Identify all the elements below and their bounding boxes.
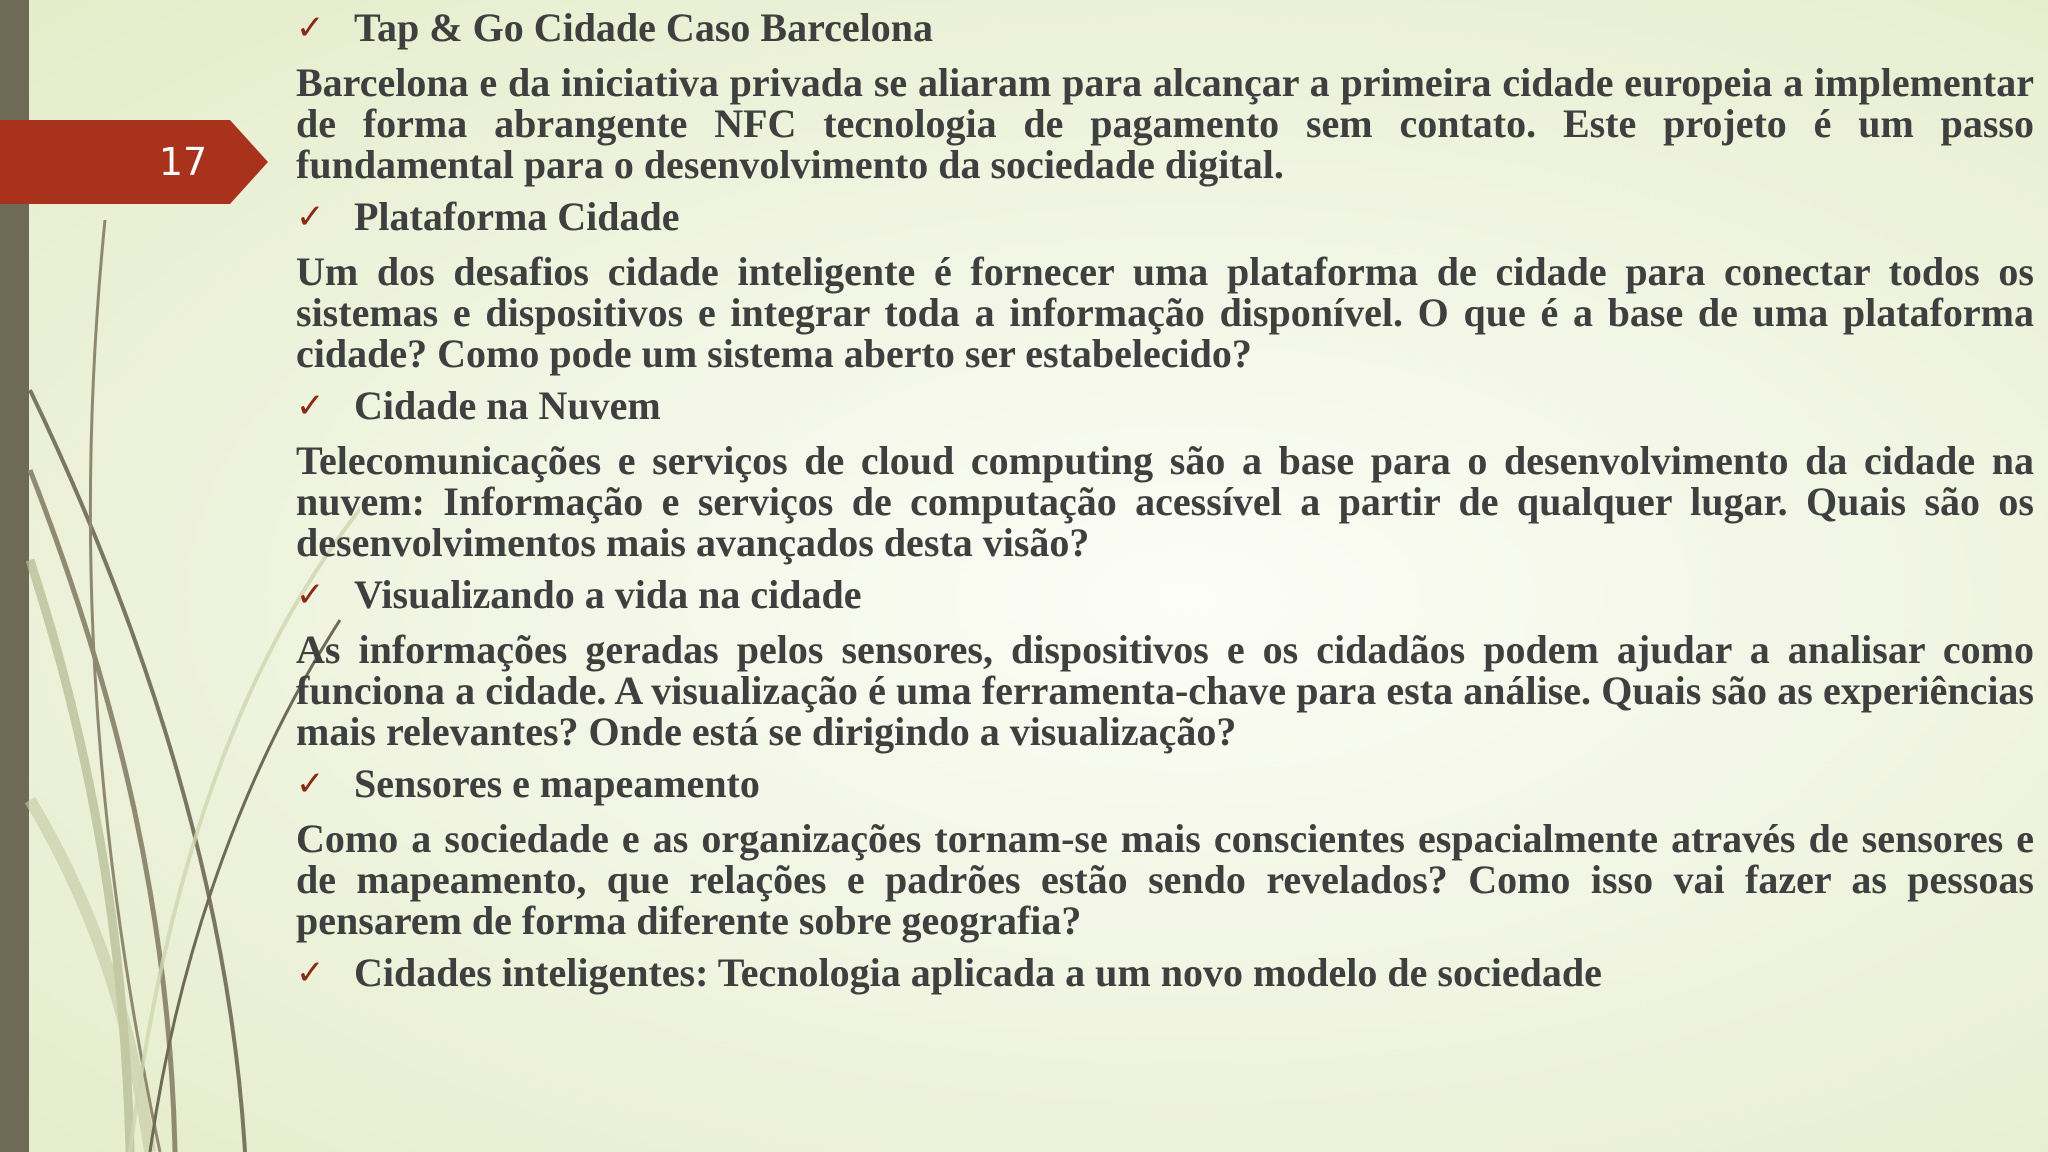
topic-heading bbox=[296, 949, 2034, 997]
topic-heading bbox=[296, 4, 2034, 52]
topic-title: Tap & Go Cidade Caso Barcelona bbox=[354, 5, 933, 50]
checkmark-icon: ✓ bbox=[296, 575, 325, 615]
checkmark-icon: ✓ bbox=[296, 386, 325, 426]
checkmark-icon: ✓ bbox=[296, 953, 325, 993]
checkmark-icon: ✓ bbox=[296, 764, 325, 804]
topic-paragraph: Como a sociedade e as organizações tornam-se mais conscientes espacialmente através de sensores e de mapeamento, que relações e padrões estão sendo revelados? Como isso vai fazer as pessoas pensarem de forma diferente sobre geografia? bbox=[296, 816, 2034, 943]
topic-paragraph: Um dos desafios cidade inteligente é fornecer uma plataforma de cidade para conectar todos os sistemas e dispositivos e integrar toda a informação disponível. O que é a base de uma plataforma cidade? Como pode um sistema aberto ser estabelecido? bbox=[296, 249, 2034, 376]
checkmark-icon: ✓ bbox=[296, 197, 325, 237]
topic-heading bbox=[296, 571, 2034, 619]
slide-content bbox=[296, 0, 2034, 1007]
topic-title: Cidades inteligentes: Tecnologia aplicada a um novo modelo de sociedade bbox=[354, 950, 1602, 995]
topic-paragraph: As informações geradas pelos sensores, dispositivos e os cidadãos podem ajudar a analisar como funciona a cidade. A visualização é uma ferramenta-chave para esta análise. Quais são as experiências mais relevantes? Onde está se dirigindo a visualização? bbox=[296, 627, 2034, 754]
topic-title: Plataforma Cidade bbox=[354, 194, 680, 239]
topic-title: Visualizando a vida na cidade bbox=[354, 572, 862, 617]
topic-title: Sensores e mapeamento bbox=[354, 761, 760, 806]
topic-heading bbox=[296, 193, 2034, 241]
topic-heading bbox=[296, 760, 2034, 808]
topic-title: Cidade na Nuvem bbox=[354, 383, 661, 428]
topic-paragraph: Barcelona e da iniciativa privada se aliaram para alcançar a primeira cidade europeia a implementar de forma abrangente NFC tecnologia de pagamento sem contato. Este projeto é um passo fundamental para o desenvolvimento da sociedade digital. bbox=[296, 60, 2034, 187]
topic-heading bbox=[296, 382, 2034, 430]
page-number-tab bbox=[0, 120, 268, 204]
topic-paragraph: Telecomunicações e serviços de cloud computing são a base para o desenvolvimento da cidade na nuvem: Informação e serviços de computação acessível a partir de qualquer lugar. Quais são os desenvolvimentos mais avançados desta visão? bbox=[296, 438, 2034, 565]
checkmark-icon: ✓ bbox=[296, 8, 325, 48]
page-number: 17 bbox=[158, 140, 208, 184]
